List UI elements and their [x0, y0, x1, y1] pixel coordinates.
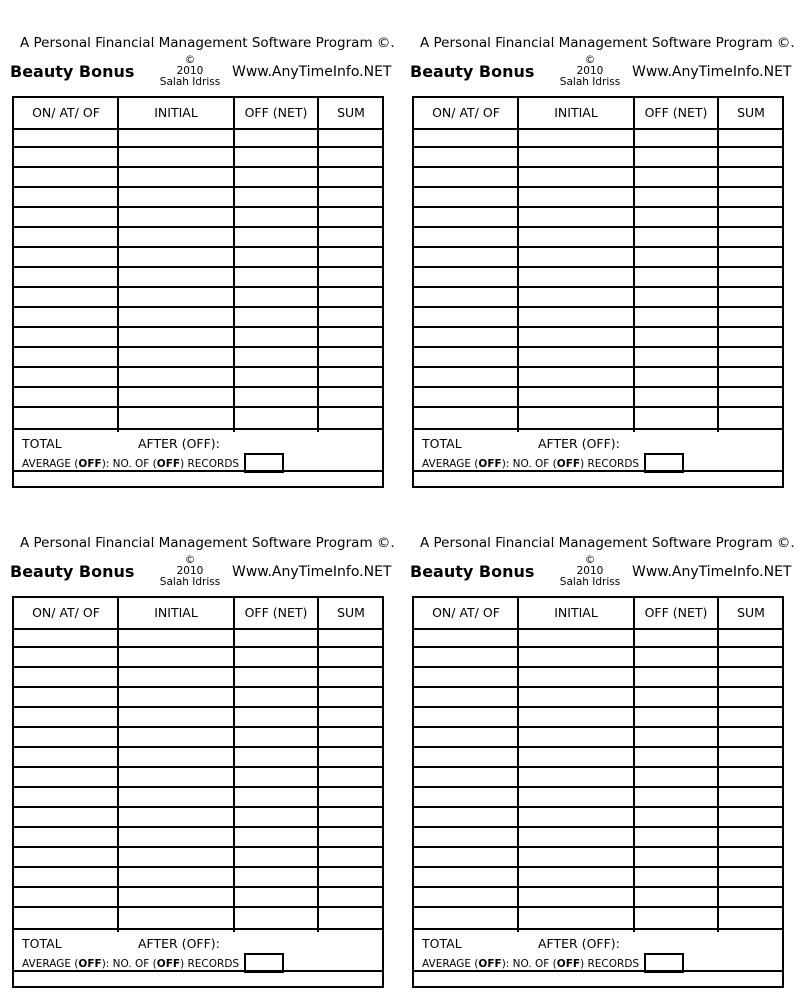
column-divider: [233, 98, 235, 432]
column-divider: [117, 598, 119, 932]
table-row-line: [414, 826, 782, 828]
author-name: Salah Idriss: [159, 76, 221, 88]
tagline: A Personal Financial Management Software Program ©.: [420, 35, 795, 51]
table-row-line: [14, 286, 382, 288]
table-row-line: [414, 266, 782, 268]
table-row-line: [414, 746, 782, 748]
table-row-line: [14, 366, 382, 368]
column-divider: [317, 598, 319, 932]
column-header: INITIAL: [154, 105, 198, 120]
column-header: OFF (NET): [644, 105, 708, 120]
avg-off-1: OFF: [478, 458, 502, 470]
table-header: [414, 98, 782, 130]
table-row-line: [414, 306, 782, 308]
column-header: OFF (NET): [644, 605, 708, 620]
copyright-block: [558, 55, 622, 88]
table-row-line: [414, 386, 782, 388]
column-divider: [633, 598, 635, 932]
brand-title: Beauty Bonus: [10, 562, 135, 581]
table-row-line: [414, 706, 782, 708]
avg-text-2: ): NO. OF (: [501, 458, 557, 470]
table-row-line: [414, 146, 782, 148]
after-off-label: AFTER (OFF):: [538, 436, 620, 451]
footer-divider: [14, 470, 382, 472]
avg-off-1: OFF: [78, 958, 102, 970]
table-row-line: [14, 826, 382, 828]
table-row-line: [414, 286, 782, 288]
table-row-line: [14, 406, 382, 408]
table-row-line: [414, 786, 782, 788]
average-label: [22, 958, 239, 970]
tagline: A Personal Financial Management Software Program ©.: [20, 535, 395, 551]
table-row-line: [14, 726, 382, 728]
avg-text-1: AVERAGE (: [422, 958, 479, 970]
form-card: [410, 0, 795, 500]
avg-text-3: ) RECORDS: [580, 958, 640, 970]
table-row-line: [14, 846, 382, 848]
column-divider: [633, 98, 635, 432]
column-divider: [233, 598, 235, 932]
copyright-year: 2010: [576, 65, 604, 77]
table-row-line: [414, 246, 782, 248]
avg-text-1: AVERAGE (: [422, 458, 479, 470]
column-divider: [117, 98, 119, 432]
column-header: ON/ AT/ OF: [432, 105, 500, 120]
avg-text-3: ) RECORDS: [580, 458, 640, 470]
table-row-line: [14, 206, 382, 208]
ledger-table: [412, 596, 784, 988]
avg-text-1: AVERAGE (: [22, 458, 79, 470]
table-row-line: [14, 386, 382, 388]
total-label: TOTAL: [422, 436, 462, 451]
avg-text-3: ) RECORDS: [180, 458, 240, 470]
table-row-line: [414, 326, 782, 328]
copyright-year: 2010: [176, 65, 204, 77]
average-label: [422, 458, 639, 470]
avg-off-2: OFF: [556, 958, 581, 970]
ledger-table: [412, 96, 784, 488]
table-row-line: [414, 906, 782, 908]
table-row-line: [414, 886, 782, 888]
table-row-line: [414, 346, 782, 348]
website-label: Www.AnyTimeInfo.NET: [232, 64, 392, 80]
after-off-label: AFTER (OFF):: [538, 936, 620, 951]
tagline: A Personal Financial Management Software Program ©.: [20, 35, 395, 51]
table-row-line: [14, 886, 382, 888]
table-row-line: [14, 686, 382, 688]
table-row-line: [414, 428, 782, 430]
table-row-line: [414, 806, 782, 808]
column-divider: [317, 98, 319, 432]
avg-text-2: ): NO. OF (: [101, 458, 157, 470]
total-label: TOTAL: [22, 436, 62, 451]
total-label: TOTAL: [22, 936, 62, 951]
table-row-line: [14, 186, 382, 188]
table-row-line: [414, 686, 782, 688]
table-row-line: [414, 726, 782, 728]
column-header: SUM: [337, 605, 365, 620]
table-row-line: [414, 226, 782, 228]
website-label: Www.AnyTimeInfo.NET: [232, 564, 392, 580]
table-row-line: [414, 928, 782, 930]
column-header: ON/ AT/ OF: [432, 605, 500, 620]
copyright-symbol: ©: [184, 54, 196, 66]
table-row-line: [14, 146, 382, 148]
column-divider: [717, 598, 719, 932]
table-row-line: [14, 786, 382, 788]
website-label: Www.AnyTimeInfo.NET: [632, 564, 792, 580]
table-row-line: [14, 346, 382, 348]
tagline: A Personal Financial Management Software Program ©.: [420, 535, 795, 551]
table-row-line: [14, 766, 382, 768]
copyright-symbol: ©: [184, 554, 196, 566]
table-row-line: [14, 706, 382, 708]
table-row-line: [414, 186, 782, 188]
column-header: INITIAL: [554, 605, 598, 620]
avg-off-2: OFF: [156, 458, 181, 470]
table-row-line: [14, 246, 382, 248]
avg-text-3: ) RECORDS: [180, 958, 240, 970]
table-row-line: [14, 928, 382, 930]
brand-title: Beauty Bonus: [410, 62, 535, 81]
author-name: Salah Idriss: [559, 576, 621, 588]
table-row-line: [14, 226, 382, 228]
table-row-line: [14, 166, 382, 168]
column-divider: [717, 98, 719, 432]
copyright-symbol: ©: [584, 554, 596, 566]
form-card: [10, 0, 395, 500]
author-name: Salah Idriss: [159, 576, 221, 588]
avg-text-2: ): NO. OF (: [501, 958, 557, 970]
form-card: [410, 500, 795, 1000]
copyright-block: [158, 555, 222, 588]
copyright-symbol: ©: [584, 54, 596, 66]
table-row-line: [414, 866, 782, 868]
avg-off-2: OFF: [156, 958, 181, 970]
avg-text-2: ): NO. OF (: [101, 958, 157, 970]
column-header: OFF (NET): [244, 605, 308, 620]
table-row-line: [14, 428, 382, 430]
table-row-line: [414, 846, 782, 848]
author-name: Salah Idriss: [559, 76, 621, 88]
brand-title: Beauty Bonus: [410, 562, 535, 581]
table-row-line: [14, 666, 382, 668]
copyright-block: [158, 55, 222, 88]
table-header: [414, 598, 782, 630]
table-row-line: [414, 206, 782, 208]
brand-title: Beauty Bonus: [10, 62, 135, 81]
column-header: INITIAL: [154, 605, 198, 620]
copyright-block: [558, 555, 622, 588]
footer-divider: [414, 470, 782, 472]
footer-divider: [414, 970, 782, 972]
after-off-label: AFTER (OFF):: [138, 936, 220, 951]
avg-text-1: AVERAGE (: [22, 958, 79, 970]
total-label: TOTAL: [422, 936, 462, 951]
ledger-table: [12, 96, 384, 488]
column-header: SUM: [737, 605, 765, 620]
footer-divider: [14, 970, 382, 972]
column-header: INITIAL: [554, 105, 598, 120]
ledger-table: [12, 596, 384, 988]
table-header: [14, 598, 382, 630]
column-header: ON/ AT/ OF: [32, 605, 100, 620]
column-header: SUM: [337, 105, 365, 120]
column-header: SUM: [737, 105, 765, 120]
table-row-line: [414, 666, 782, 668]
avg-off-1: OFF: [478, 958, 502, 970]
table-row-line: [14, 746, 382, 748]
table-row-line: [414, 406, 782, 408]
copyright-year: 2010: [176, 565, 204, 577]
table-row-line: [14, 866, 382, 868]
table-row-line: [414, 766, 782, 768]
website-label: Www.AnyTimeInfo.NET: [632, 64, 792, 80]
average-label: [422, 958, 639, 970]
table-row-line: [414, 366, 782, 368]
table-row-line: [14, 306, 382, 308]
column-divider: [517, 98, 519, 432]
after-off-label: AFTER (OFF):: [138, 436, 220, 451]
table-row-line: [414, 166, 782, 168]
table-row-line: [14, 326, 382, 328]
avg-off-1: OFF: [78, 458, 102, 470]
table-row-line: [14, 906, 382, 908]
table-row-line: [14, 806, 382, 808]
column-header: ON/ AT/ OF: [32, 105, 100, 120]
table-row-line: [14, 266, 382, 268]
table-row-line: [14, 646, 382, 648]
table-row-line: [414, 646, 782, 648]
average-label: [22, 458, 239, 470]
form-card: [10, 500, 395, 1000]
copyright-year: 2010: [576, 565, 604, 577]
table-header: [14, 98, 382, 130]
column-divider: [517, 598, 519, 932]
avg-off-2: OFF: [556, 458, 581, 470]
column-header: OFF (NET): [244, 105, 308, 120]
